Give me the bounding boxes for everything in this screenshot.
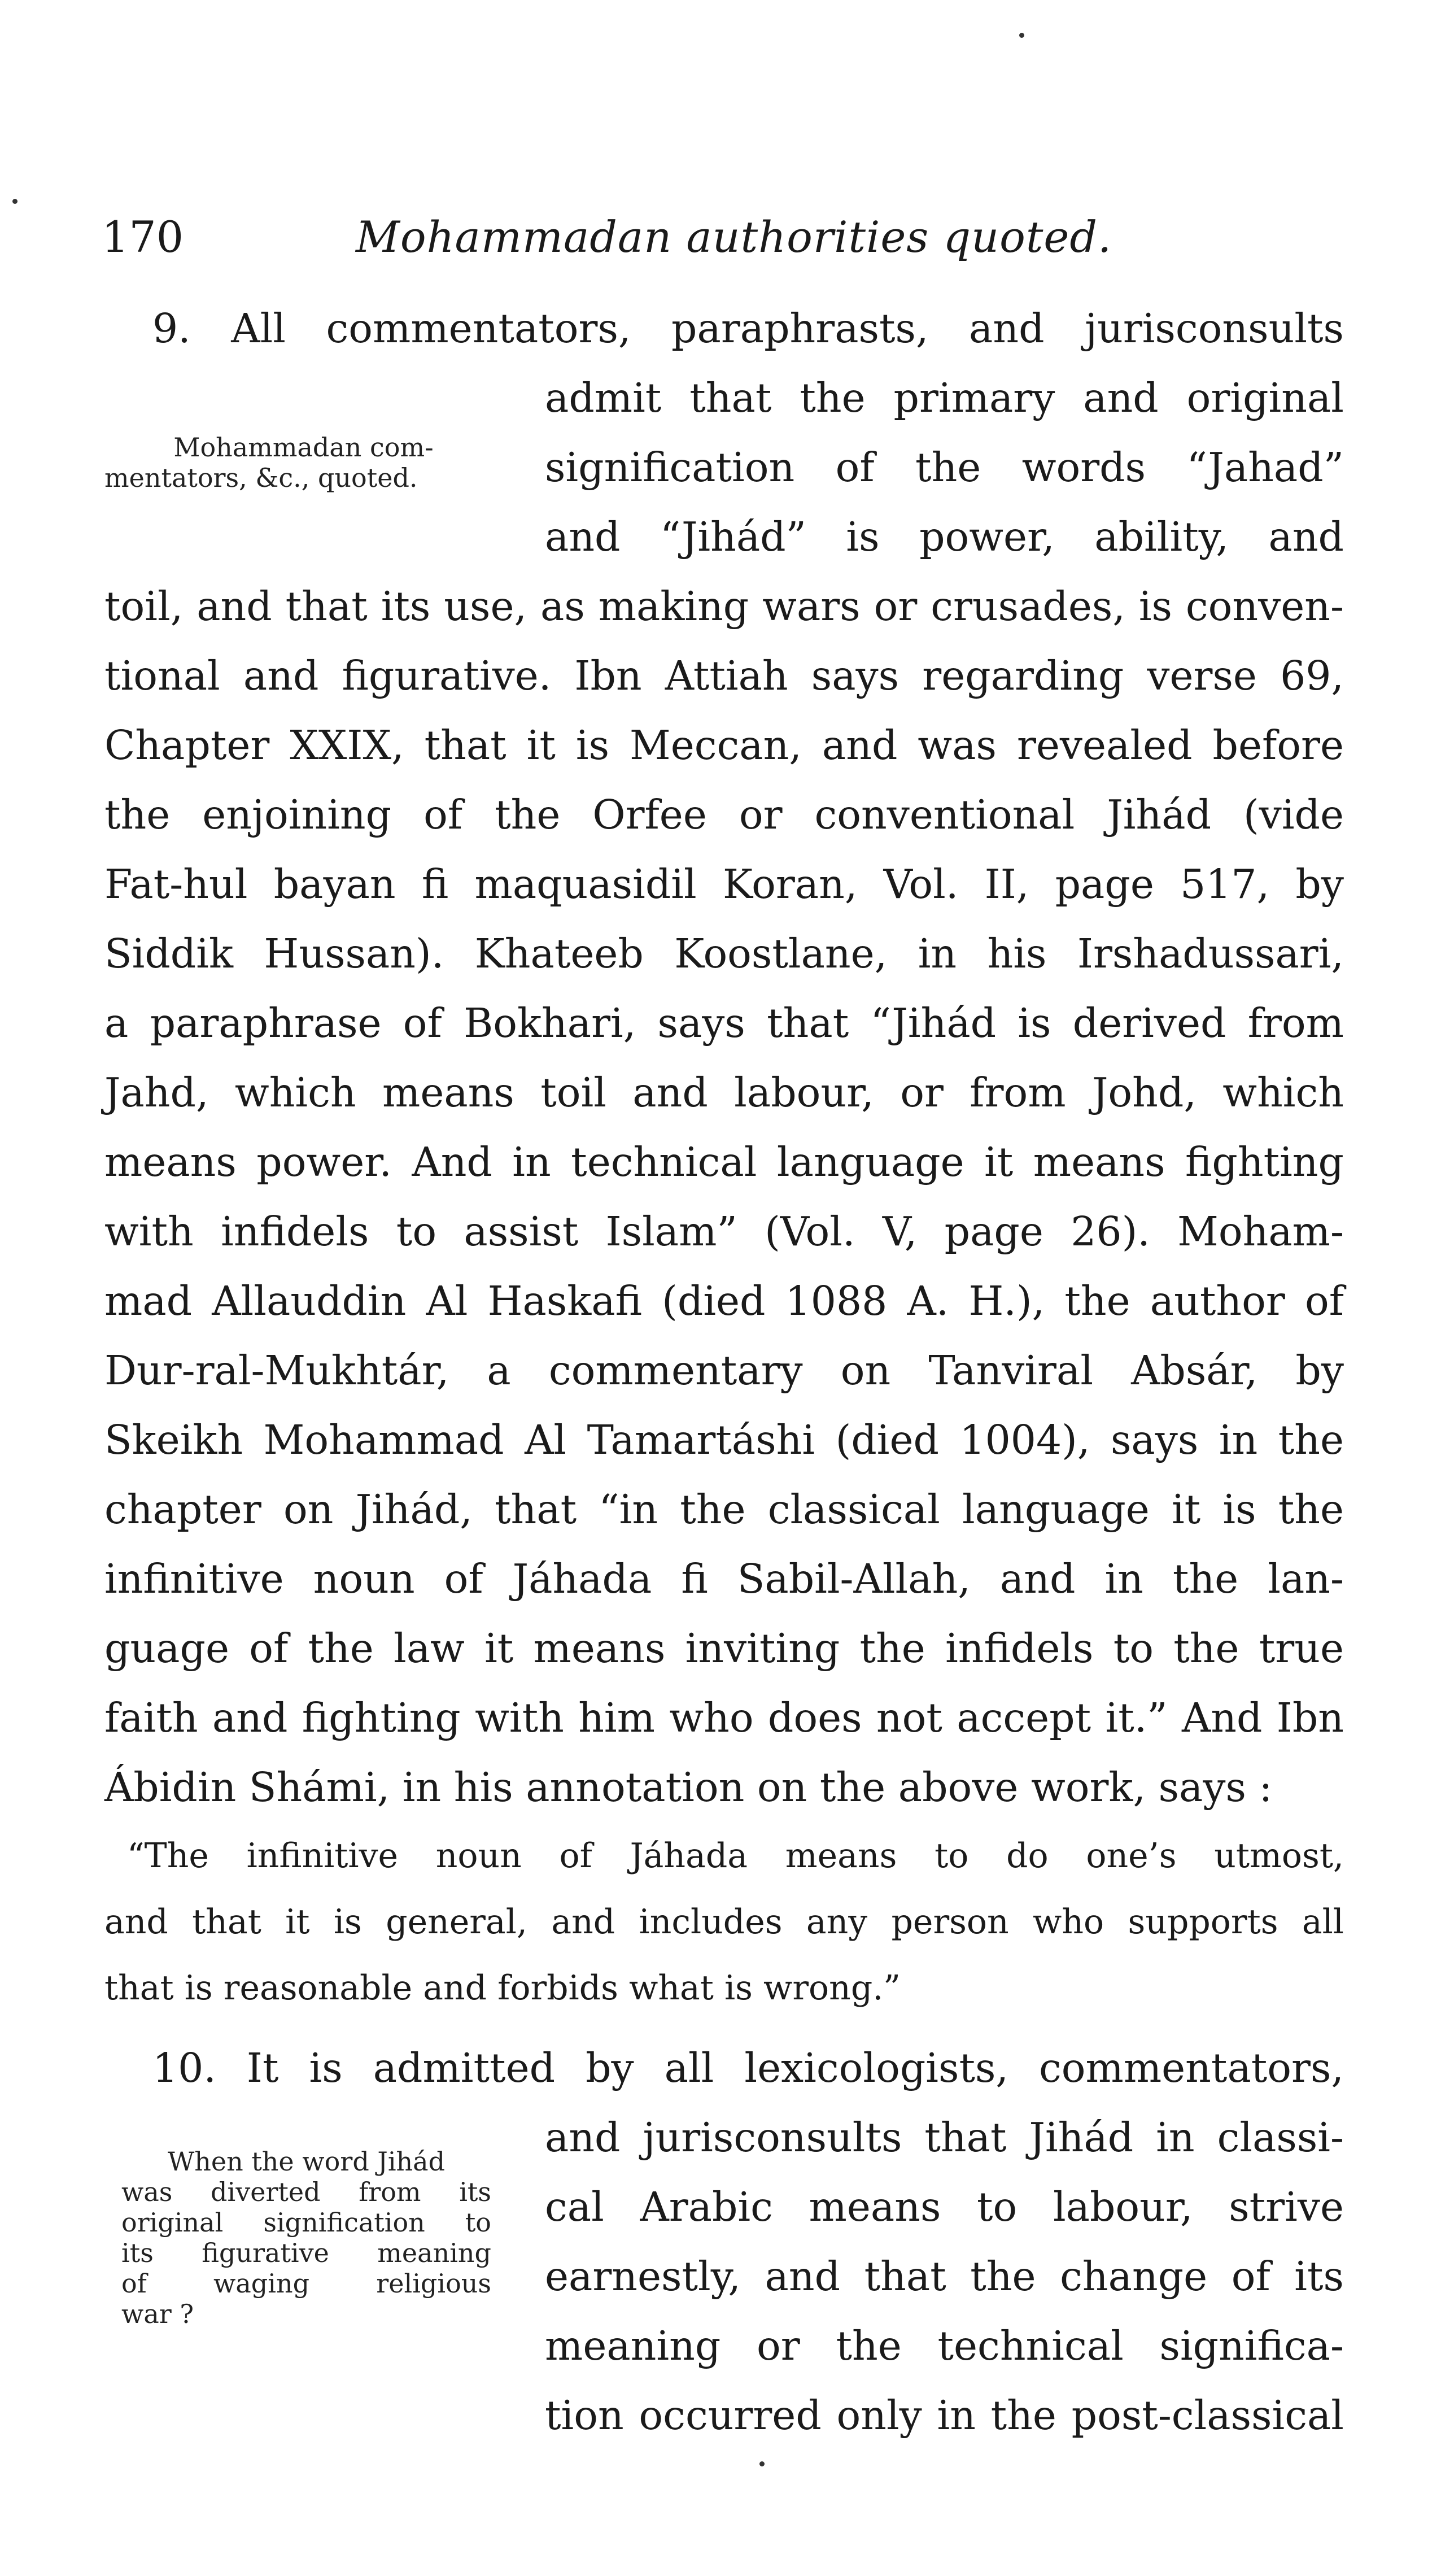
text-line: 9. All commentators, paraphrasts, and jurisconsults [152, 305, 1344, 352]
text-line: Skeikh Mohammad Al Tamartáshi (died 1004), says in the [104, 1416, 1344, 1463]
text-line: earnestly, and that the change of its [545, 2253, 1344, 2300]
quote-line: and that it is general, and includes any person who supports all [104, 1902, 1344, 1942]
text-line: faith and fighting with him who does not accept it.” And Ibn [104, 1694, 1344, 1741]
margin-note-line: When the word Jihád [167, 2146, 446, 2177]
ink-speck [1019, 33, 1024, 38]
text-line: Ábidin Shámi, in his annotation on the above work, says : [104, 1764, 1273, 1811]
text-line: Fat-hul bayan fi maquasidil Koran, Vol. II, page 517, by [104, 861, 1344, 908]
margin-note [104, 432, 503, 493]
margin-note [121, 2146, 491, 2329]
text-line: tion occurred only in the post-classical [545, 2392, 1344, 2439]
quote-line: “The infinitive noun of Jáhada means to do one’s utmost, [127, 1836, 1344, 1876]
text-line: means power. And in technical language it means fighting [104, 1139, 1344, 1185]
text-line: and “Jihád” is power, ability, and [545, 513, 1344, 560]
page-header [102, 200, 1355, 274]
text-line: Dur-ral-Mukhtár, a commentary on Tanviral Absár, by [104, 1347, 1344, 1394]
text-line: meaning or the technical significa- [545, 2322, 1344, 2369]
text-line: guage of the law it means inviting the infidels to the true [104, 1625, 1344, 1672]
text-line: admit that the primary and original [545, 374, 1344, 421]
margin-note-line: of waging religious [121, 2268, 491, 2299]
text-line: with infidels to assist Islam” (Vol. V, page 26). Moham- [104, 1208, 1344, 1255]
text-line: the enjoining of the Orfee or conventional Jihád (vide [104, 791, 1344, 838]
margin-note-line: original signification to [121, 2207, 491, 2238]
text-line: 10. It is admitted by all lexicologists, commentators, [152, 2045, 1344, 2091]
running-title: Mohammadan authorities quoted. [356, 212, 1112, 262]
text-line: signification of the words “Jahad” [545, 444, 1344, 491]
ink-speck [12, 199, 18, 204]
margin-note-line: war ? [121, 2299, 194, 2329]
margin-note-line: mentators, &c., quoted. [104, 463, 418, 493]
page-number: 170 [102, 212, 184, 262]
text-line: tional and figurative. Ibn Attiah says regarding verse 69, [104, 652, 1344, 699]
margin-note-line: Mohammadan com- [173, 432, 434, 463]
paragraph-9 [104, 294, 1344, 1822]
text-line: Siddik Hussan). Khateeb Koostlane, in his Irshadussari, [104, 930, 1344, 977]
quote-line: that is reasonable and forbids what is wrong.” [104, 1968, 901, 2008]
text-line: toil, and that its use, as making wars or crusades, is conven- [104, 583, 1344, 630]
text-line: mad Allauddin Al Haskafi (died 1088 A. H.), the author of [104, 1278, 1344, 1324]
text-line: and jurisconsults that Jihád in classi- [545, 2114, 1344, 2161]
text-line: a paraphrase of Bokhari, says that “Jihád is derived from [104, 1000, 1344, 1047]
margin-note-line: its figurative meaning [121, 2238, 491, 2268]
margin-note-line: was diverted from its [121, 2177, 491, 2207]
block-quote [104, 1823, 1344, 2021]
text-line: cal Arabic means to labour, strive [545, 2183, 1344, 2230]
text-line: Chapter XXIX, that it is Meccan, and was revealed before [104, 722, 1344, 769]
text-line: Jahd, which means toil and labour, or from Johd, which [104, 1069, 1344, 1116]
text-line: chapter on Jihád, that “in the classical language it is the [104, 1486, 1344, 1533]
text-line: infinitive noun of Jáhada fi Sabil-Allah, and in the lan- [104, 1555, 1344, 1602]
ink-speck [759, 2461, 765, 2466]
